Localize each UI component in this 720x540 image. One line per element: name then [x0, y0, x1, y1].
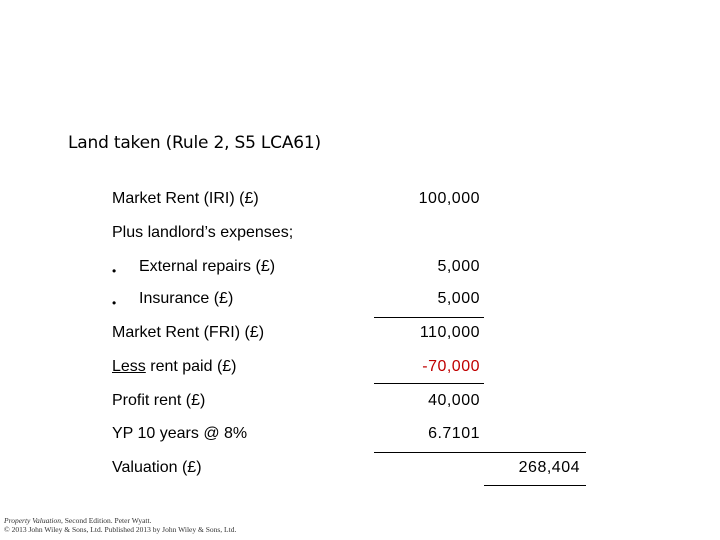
row-value: 5,000	[437, 290, 480, 307]
valuation-value: 268,404	[518, 459, 580, 476]
subtotal-rule	[374, 383, 484, 384]
row-value: 110,000	[419, 324, 480, 341]
row-plus-expenses	[112, 224, 492, 248]
row-less-rent-paid	[112, 358, 492, 382]
row-value: 6.7101	[428, 425, 480, 442]
row-label: YP 10 years @ 8%	[112, 425, 248, 442]
footer-edition: , Second Edition. Peter Wyatt.	[61, 516, 152, 525]
row-valuation	[112, 459, 492, 483]
slide-title: Land taken (Rule 2, S5 LCA61)	[68, 133, 321, 153]
copyright-footer	[4, 516, 236, 534]
row-label: Plus landlord’s expenses;	[112, 224, 294, 241]
row-value: 100,000	[418, 190, 480, 207]
subtotal-rule	[374, 317, 484, 318]
row-label: Insurance (£)	[139, 290, 234, 307]
row-label: Market Rent (IRI) (£)	[112, 190, 259, 207]
row-market-rent-fri	[112, 324, 492, 348]
less-rest: rent paid (£)	[145, 358, 237, 375]
row-market-rent-iri	[112, 190, 492, 214]
row-label: Valuation (£)	[112, 459, 202, 476]
footer-line-2: © 2013 John Wiley & Sons, Ltd. Published 2013 by John Wiley & Sons, Ltd.	[4, 525, 237, 534]
row-value: 40,000	[428, 392, 480, 409]
row-profit-rent	[112, 392, 492, 416]
footer-line-1	[4, 516, 236, 525]
row-value-negative: -70,000	[422, 358, 480, 375]
total-underline	[484, 485, 586, 486]
bullet-icon: •	[112, 296, 117, 310]
footer-book-title: Property Valuation	[4, 516, 62, 525]
row-label: External repairs (£)	[139, 258, 276, 275]
row-yp	[112, 425, 492, 449]
bullet-icon: •	[112, 264, 117, 278]
less-underlined: Less	[112, 358, 146, 375]
row-label	[112, 358, 237, 376]
row-label: Profit rent (£)	[112, 392, 206, 409]
total-rule	[374, 452, 586, 453]
row-external-repairs	[112, 258, 492, 282]
row-label: Market Rent (FRI) (£)	[112, 324, 265, 341]
row-value: 5,000	[437, 258, 480, 275]
row-insurance	[112, 290, 492, 314]
